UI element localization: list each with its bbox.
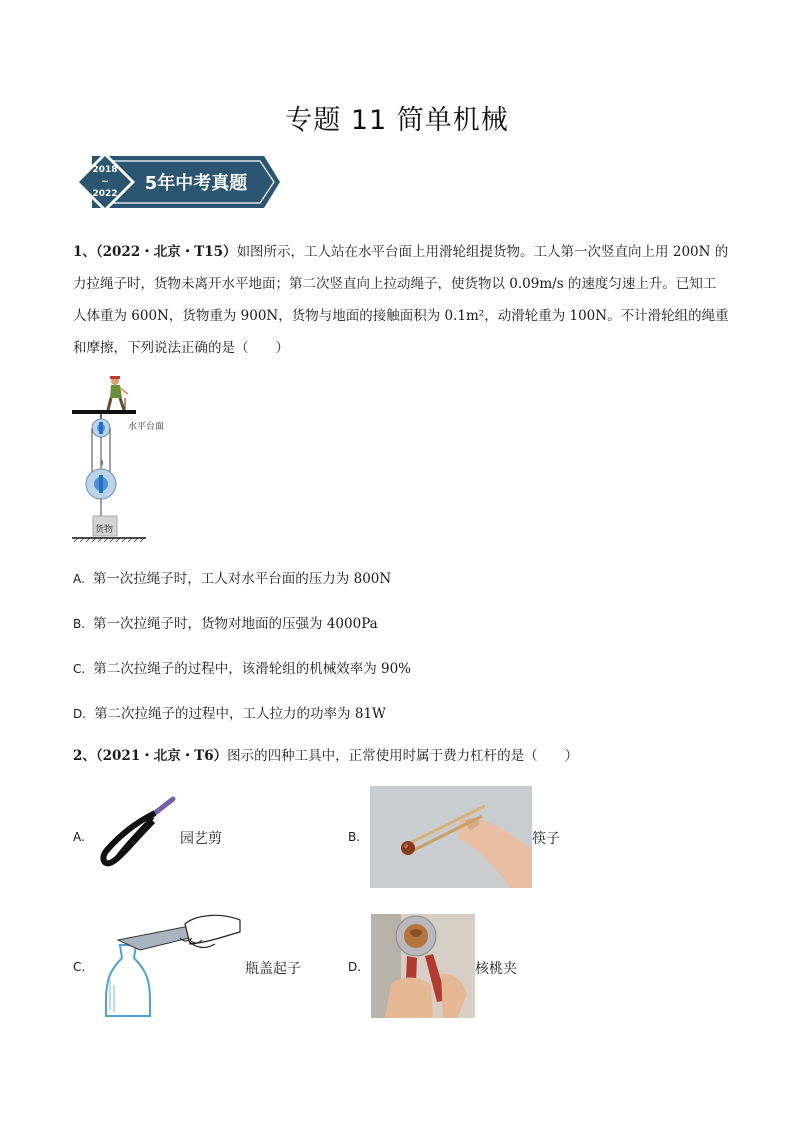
pulley-figure xyxy=(70,372,200,547)
q1-option-b[interactable]: B. 第一次拉绳子时，货物对地面的压强为 4000Pa xyxy=(73,616,378,632)
bottle-opener-image xyxy=(100,910,245,1018)
q2-option-a-label[interactable]: A. xyxy=(73,830,85,844)
question-1-line-2: 力拉绳子时，货物未离开水平地面；第二次竖直向上拉动绳子，使货物以 0.09m/s 的速度匀速上升。已知工 xyxy=(73,276,717,292)
q2-option-c-label[interactable]: C. xyxy=(73,960,86,974)
question-1-text-1: 如图所示，工人站在水平台面上用滑轮组提货物。工人第一次竖直向上用 200N 的 xyxy=(236,244,729,260)
platform-label: 水平台面 xyxy=(128,422,165,432)
q2-option-d-label[interactable]: D. xyxy=(348,960,362,974)
question-2-line xyxy=(73,740,753,772)
question-1-line-3: 人体重为 600N，货物重为 900N，货物与地面的接触面积为 0.1m²，动滑轮重为 100N。不计滑轮组的绳重 xyxy=(73,308,729,324)
question-2-text: 图示的四种工具中，正常使用时属于费力杠杆的是（ ） xyxy=(227,748,579,764)
question-2-head: 2、（2021・北京・T6） xyxy=(73,748,228,764)
caption-nutcracker: 核桃夹 xyxy=(475,961,517,977)
question-1-line-1 xyxy=(73,236,733,268)
q2-option-b-label[interactable]: B. xyxy=(348,830,361,844)
garden-shears-image xyxy=(95,795,180,870)
nutcracker-image xyxy=(371,914,475,1018)
q1-option-c[interactable]: C. 第二次拉绳子的过程中，该滑轮组的机械效率为 90% xyxy=(73,661,411,677)
caption-chopsticks: 筷子 xyxy=(532,831,560,847)
caption-garden-shears: 园艺剪 xyxy=(180,831,222,847)
banner-label: 5年中考真题 xyxy=(144,173,248,194)
question-1-head: 1、（2022・北京・T15） xyxy=(73,244,237,260)
cargo-label: 货物 xyxy=(95,525,114,535)
caption-bottle-opener: 瓶盖起子 xyxy=(245,961,301,977)
chopsticks-image xyxy=(370,786,532,888)
q1-option-a[interactable]: A. 第一次拉绳子时，工人对水平台面的压力为 800N xyxy=(73,571,392,587)
q1-option-d[interactable]: D. 第二次拉绳子的过程中，工人拉力的功率为 81W xyxy=(73,706,386,722)
section-banner xyxy=(72,152,282,212)
page-title: 专题 11 简单机械 xyxy=(285,105,509,136)
banner-year-start: 2018 xyxy=(92,165,118,175)
banner-year-end: 2022 xyxy=(92,189,118,199)
banner-year-sep: ~ xyxy=(101,177,109,187)
question-1-line-4: 和摩擦，下列说法正确的是（ ） xyxy=(73,340,289,356)
